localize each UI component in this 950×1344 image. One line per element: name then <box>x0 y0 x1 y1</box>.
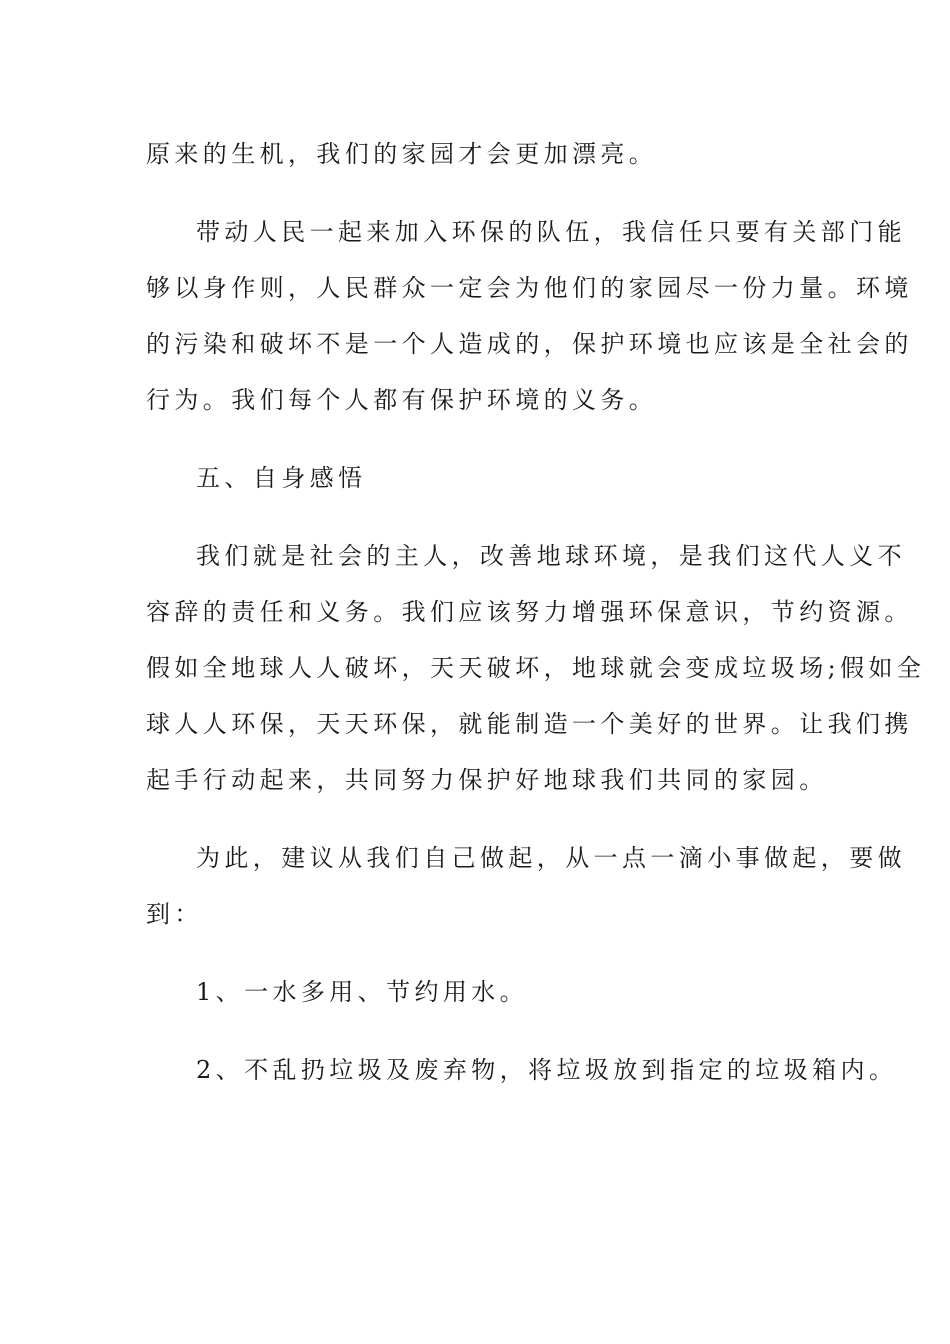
text-line: 到： <box>146 900 203 928</box>
paragraph-5 <box>146 830 906 942</box>
paragraph-4 <box>146 528 926 808</box>
text-line: 原来的生机，我们的家园才会更加漂亮。 <box>146 140 658 168</box>
section-heading <box>146 450 808 506</box>
text-line: 我们就是社会的主人，改善地球环境，是我们这代人义不 <box>196 542 906 570</box>
list-item-2 <box>146 1042 898 1098</box>
list-item-1 <box>146 964 808 1020</box>
text-line: 的污染和破坏不是一个人造成的，保护环境也应该是全社会的 <box>146 330 913 358</box>
text-line: 球人人环保，天天环保，就能制造一个美好的世界。让我们携 <box>146 710 913 738</box>
document-body <box>146 126 926 1120</box>
heading-text: 五、自身感悟 <box>196 464 367 492</box>
list-item-text: 1、一水多用、节约用水。 <box>196 978 529 1006</box>
text-line: 够以身作则，人民群众一定会为他们的家园尽一份力量。环境 <box>146 274 913 302</box>
text-line: 行为。我们每个人都有保护环境的义务。 <box>146 386 658 414</box>
list-item-text: 2、不乱扔垃圾及废弃物，将垃圾放到指定的垃圾箱内。 <box>196 1056 898 1084</box>
text-line: 起手行动起来，共同努力保护好地球我们共同的家园。 <box>146 766 828 794</box>
text-line: 为此，建议从我们自己做起，从一点一滴小事做起，要做 <box>196 844 906 872</box>
paragraph-2 <box>146 204 913 428</box>
text-line: 带动人民一起来加入环保的队伍，我信任只要有关部门能 <box>196 218 906 246</box>
text-line: 假如全地球人人破坏，天天破坏，地球就会变成垃圾场;假如全 <box>146 654 926 682</box>
paragraph-1 <box>146 126 808 182</box>
text-line: 容辞的责任和义务。我们应该努力增强环保意识，节约资源。 <box>146 598 913 626</box>
